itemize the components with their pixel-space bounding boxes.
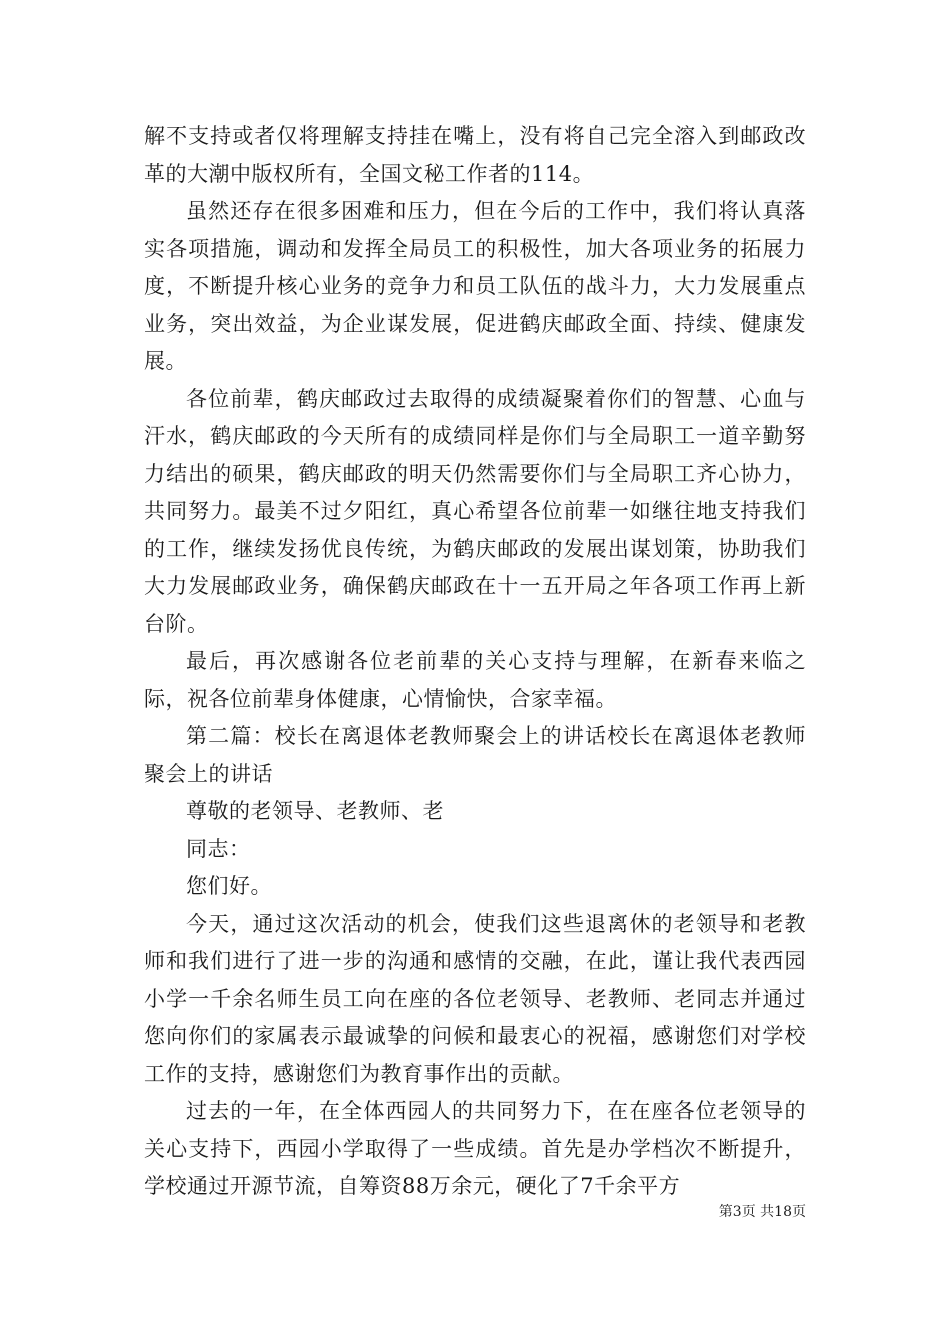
paragraph: 虽然还存在很多困难和压力，但在今后的工作中，我们将认真落实各项措施，调动和发挥全局员工的积极性，加大各项业务的拓展力度，不断提升核心业务的竞争力和员工队伍的战斗力，大力发展重点业务，突出效益，为企业谋发展，促进鹤庆邮政全面、持续、健康发展。	[144, 199, 806, 373]
greeting: 您们好。	[186, 874, 272, 898]
footer-prefix: 第	[718, 1204, 733, 1220]
footer-middle: 页 共	[741, 1204, 775, 1220]
document-body	[144, 118, 806, 1206]
salutation: 同志：	[186, 836, 251, 861]
page-number-footer	[719, 1203, 806, 1221]
paragraph: 最后，再次感谢各位老前辈的关心支持与理解，在新春来临之际，祝各位前辈身体健康，心情愉快，合家幸福。	[144, 649, 806, 711]
paragraph: 各位前辈，鹤庆邮政过去取得的成绩凝聚着你们的智慧、心血与汗水，鹤庆邮政的今天所有的成绩同样是你们与全局职工一道辛勤努力结出的硕果，鹤庆邮政的明天仍然需要你们与全局职工齐心协力，共同努力。最美不过夕阳红，真心希望各位前辈一如继往地支持我们的工作，继续发扬优良传统，为鹤庆邮政的发展出谋划策，协助我们大力发展邮政业务，确保鹤庆邮政在十一五开局之年各项工作再上新台阶。	[144, 386, 806, 636]
footer-suffix: 页	[792, 1204, 806, 1220]
footer-total-pages: 18	[774, 1204, 792, 1220]
salutation: 尊敬的老领导、老教师、老	[186, 799, 444, 823]
footer-current-page: 3	[732, 1204, 742, 1220]
section-heading: 第二篇：校长在离退体老教师聚会上的讲话校长在离退体老教师聚会上的讲话	[144, 724, 806, 786]
paragraph: 解不支持或者仅将理解支持挂在嘴上，没有将自己完全溶入到邮政改革的大潮中版权所有，全国文秘工作者的114。	[144, 124, 806, 186]
paragraph: 今天，通过这次活动的机会，使我们这些退离休的老领导和老教师和我们进行了进一步的沟通和感情的交融，在此，谨让我代表西园小学一千余名师生员工向在座的各位老领导、老教师、老同志并通过您向你们的家属表示最诚挚的问候和最衷心的祝福，感谢您们对学校工作的支持，感谢您们为教育事作出的贡献。	[144, 911, 806, 1086]
paragraph: 过去的一年，在全体西园人的共同努力下，在在座各位老领导的关心支持下，西园小学取得了一些成绩。首先是办学档次不断提升，学校通过开源节流，自筹资88万余元，硬化了7千余平方	[144, 1099, 806, 1198]
